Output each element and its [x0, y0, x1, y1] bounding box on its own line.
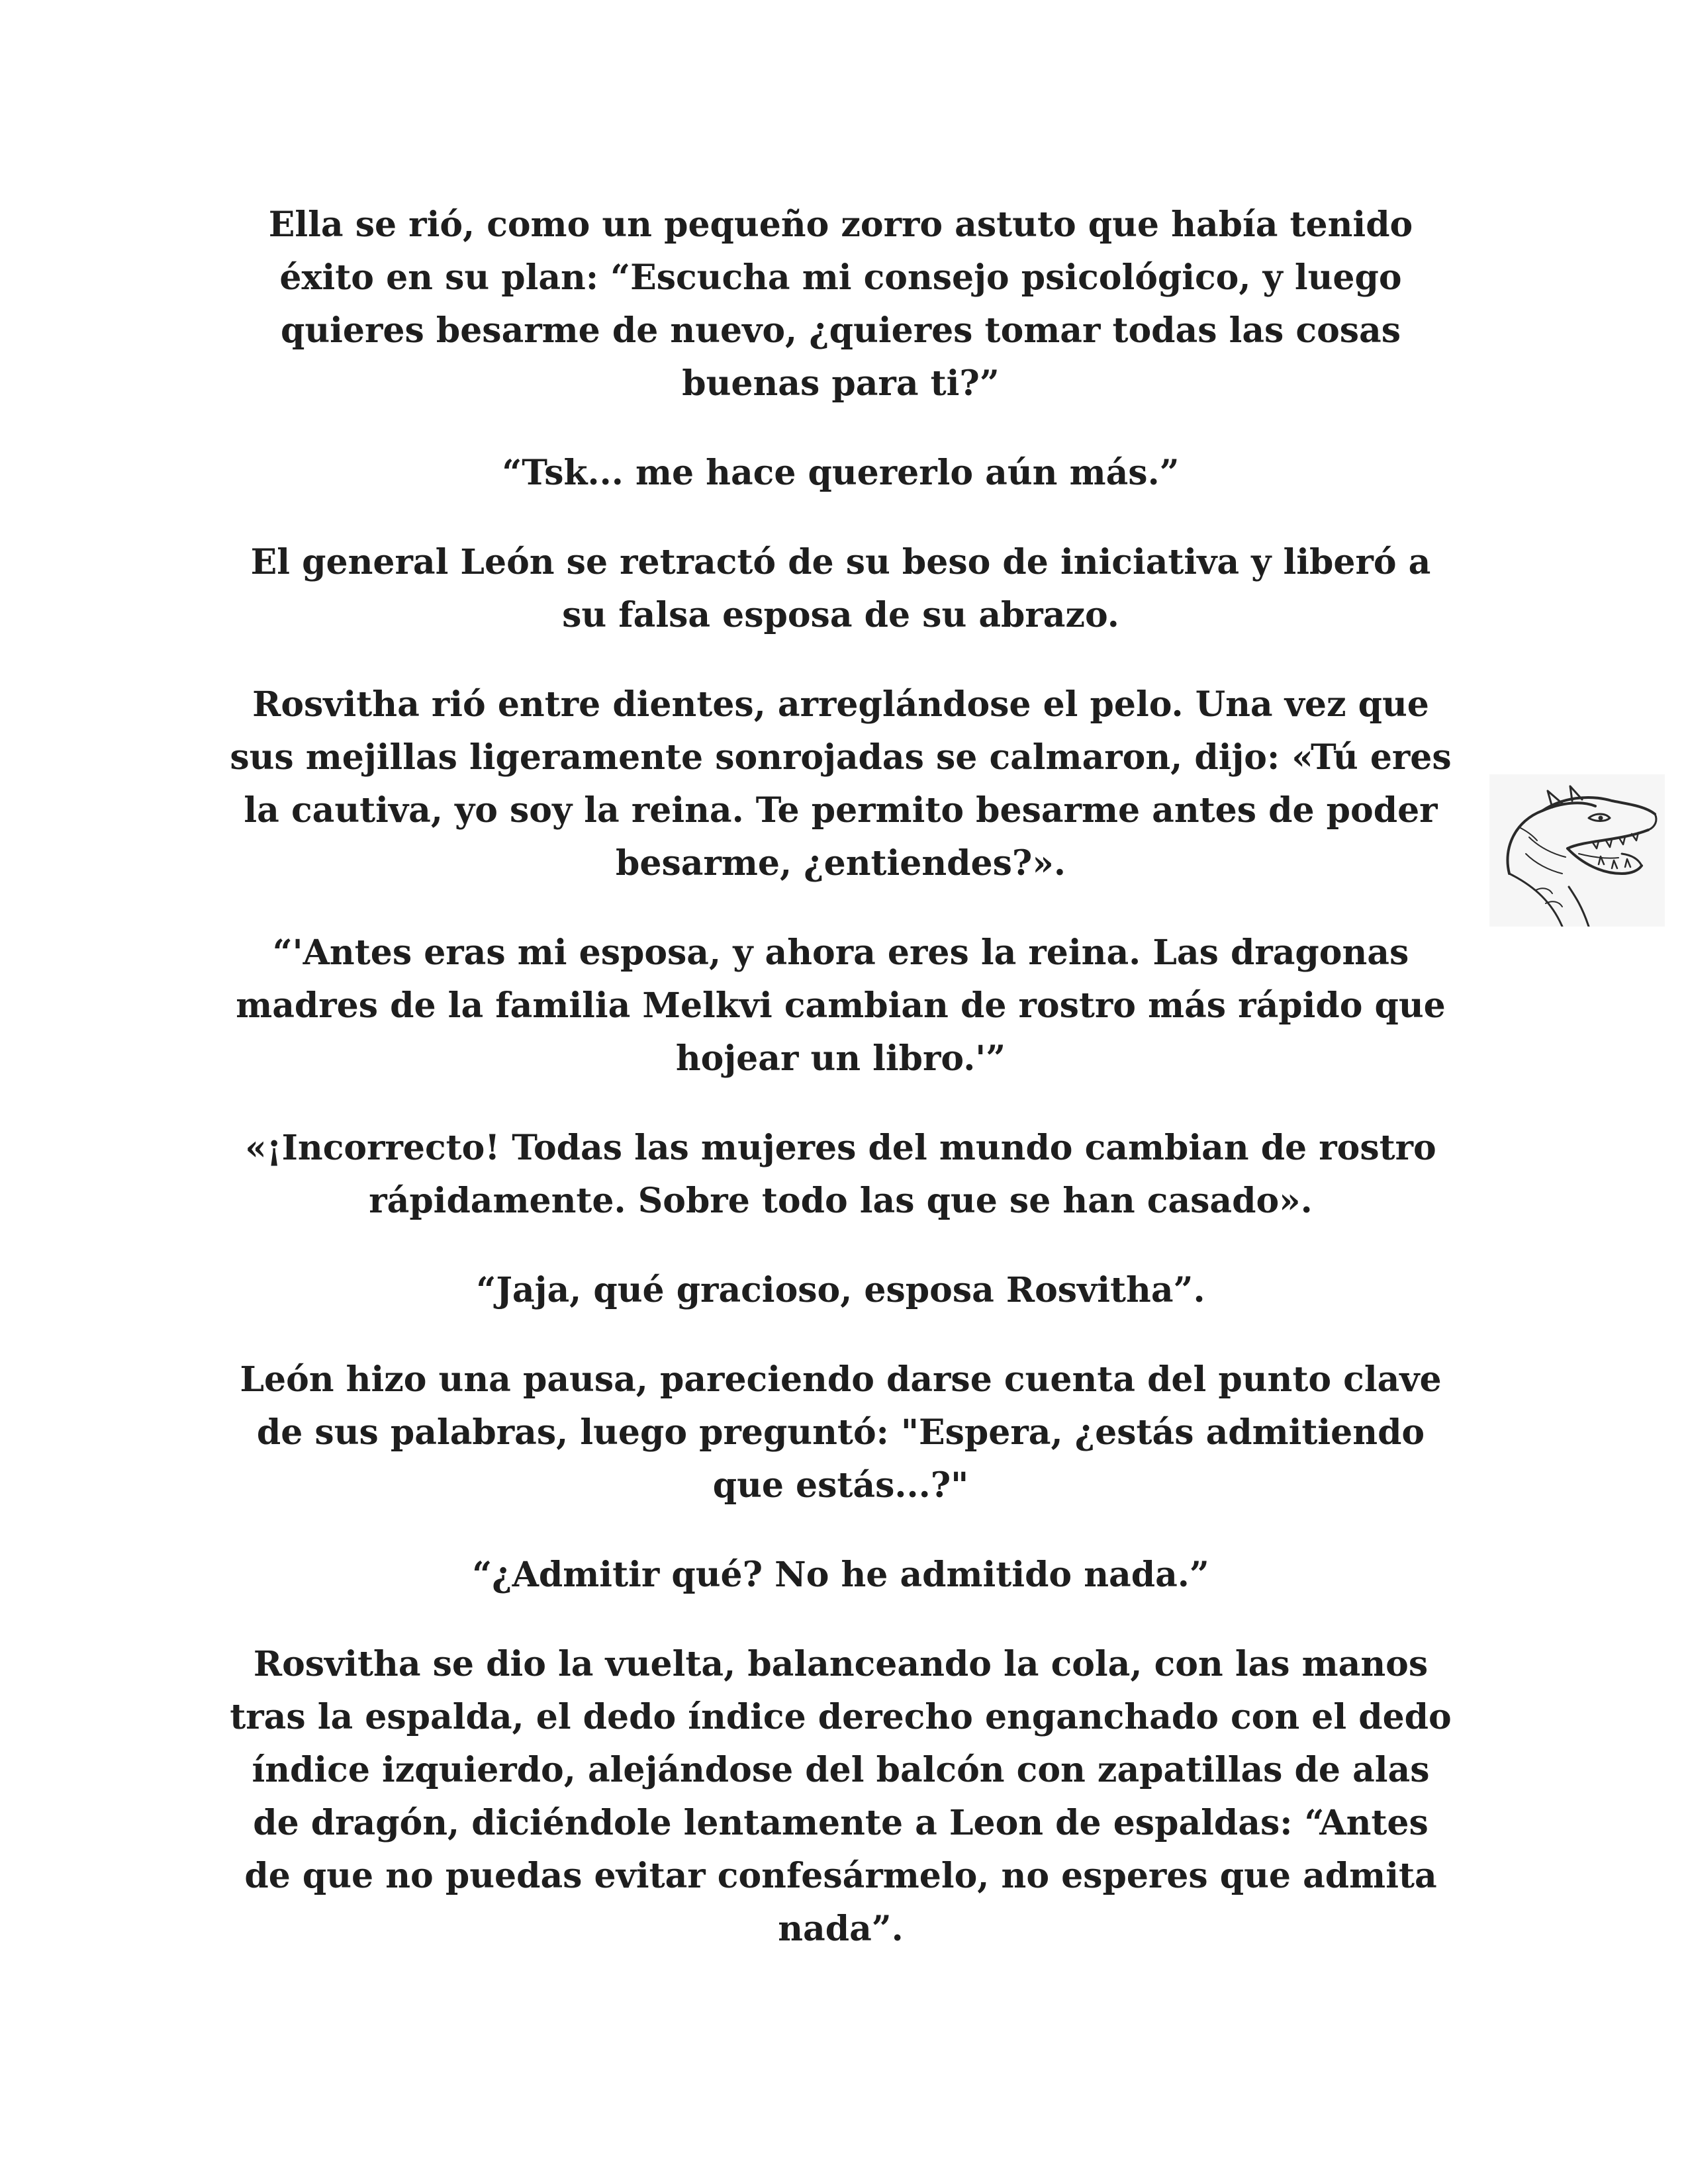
paragraph-3: El general León se retractó de su beso de iniciativa y liberó a su falsa esposa de su abrazo.: [250, 542, 1431, 635]
paragraph-4: Rosvitha rió entre dientes, arreglándose el pelo. Una vez que sus mejillas ligeramente sonrojadas se calmaron, dijo: «Tú eres la cautiva, yo soy la reina. Te permito besarme antes de poder besarme, ¿entiendes?».: [230, 684, 1452, 884]
paragraph-5: “'Antes eras mi esposa, y ahora eres la reina. Las dragonas madres de la familia Melkvi cambian de rostro más rápido que hojear un libro.'”: [236, 933, 1446, 1079]
paragraph-2: “Tsk... me hace quererlo aún más.”: [502, 453, 1180, 493]
story-text: [225, 199, 1456, 1992]
paragraph-1: Ella se rió, como un pequeño zorro astuto que había tenido éxito en su plan: “Escucha mi consejo psicológico, y luego quieres besarme de nuevo, ¿quieres tomar todas las cosas buenas para ti?”: [268, 205, 1413, 404]
paragraph-10: Rosvitha se dio la vuelta, balanceando la cola, con las manos tras la espalda, el dedo índice derecho enganchado con el dedo índice izquierdo, alejándose del balcón con zapatillas de alas de dragón, diciéndole lentamente a Leon de espaldas: “Antes de que no puedas evitar confesármelo, no esperes que admita nada”.: [230, 1644, 1452, 1949]
dragon-head-sketch-icon: [1489, 774, 1665, 927]
paragraph-7: “Jaja, qué gracioso, esposa Rosvitha”.: [476, 1270, 1205, 1310]
paragraph-8: León hizo una pausa, pareciendo darse cuenta del punto clave de sus palabras, luego preguntó: "Espera, ¿estás admitiendo que estás...?": [240, 1359, 1442, 1506]
paragraph-9: “¿Admitir qué? No he admitido nada.”: [472, 1555, 1209, 1595]
paragraph-6: «¡Incorrecto! Todas las mujeres del mundo cambian de rostro rápidamente. Sobre todo las que se han casado».: [245, 1128, 1436, 1221]
